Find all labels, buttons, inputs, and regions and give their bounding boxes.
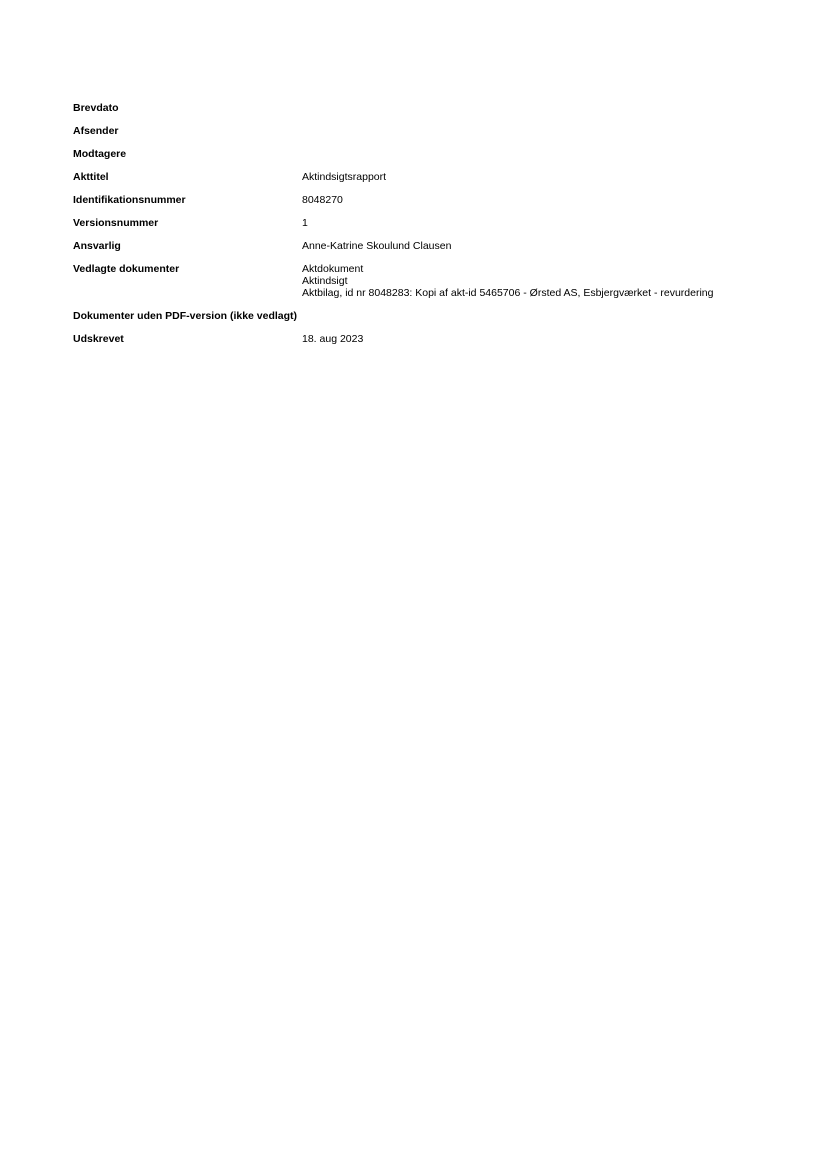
attached-document-item: Aktbilag, id nr 8048283: Kopi af akt-id 5465706 - Ørsted AS, Esbjergværket - revurdering [302,287,714,299]
label-modtagere: Modtagere [73,148,127,160]
value-versionsnummer [302,217,773,229]
row-brevdato [73,102,773,114]
label-versionsnummer: Versionsnummer [73,217,159,229]
attached-document-item: Aktindsigt [302,275,348,287]
row-ansvarlig [73,240,773,252]
label-vedlagte-dokumenter: Vedlagte dokumenter [73,263,180,275]
row-afsender [73,125,773,137]
value-ansvarlig [302,240,773,252]
row-dokumenter-uden-pdf [73,310,773,322]
label-ansvarlig: Ansvarlig [73,240,121,252]
row-vedlagte-dokumenter [73,263,773,299]
label-brevdato: Brevdato [73,102,119,114]
value-identifikationsnummer [302,194,773,206]
row-modtagere [73,148,773,160]
value-vedlagte-dokumenter [302,263,773,299]
value-udskrevet [302,333,773,345]
ansvarlig-text: Anne-Katrine Skoulund Clausen [302,240,452,252]
identifikationsnummer-text: 8048270 [302,194,343,206]
versionsnummer-text: 1 [302,217,308,229]
row-udskrevet [73,333,773,345]
akttitel-text: Aktindsigtsrapport [302,171,387,183]
row-versionsnummer [73,217,773,229]
label-dokumenter-uden-pdf: Dokumenter uden PDF-version (ikke vedlagt) [73,310,298,322]
udskrevet-text: 18. aug 2023 [302,333,364,345]
label-identifikationsnummer: Identifikationsnummer [73,194,186,206]
label-udskrevet: Udskrevet [73,333,124,345]
row-akttitel [73,171,773,183]
label-akttitel: Akttitel [73,171,109,183]
value-akttitel [302,171,773,183]
row-identifikationsnummer [73,194,773,206]
attached-document-item: Aktdokument [302,263,364,275]
label-afsender: Afsender [73,125,119,137]
metadata-table [73,102,773,356]
